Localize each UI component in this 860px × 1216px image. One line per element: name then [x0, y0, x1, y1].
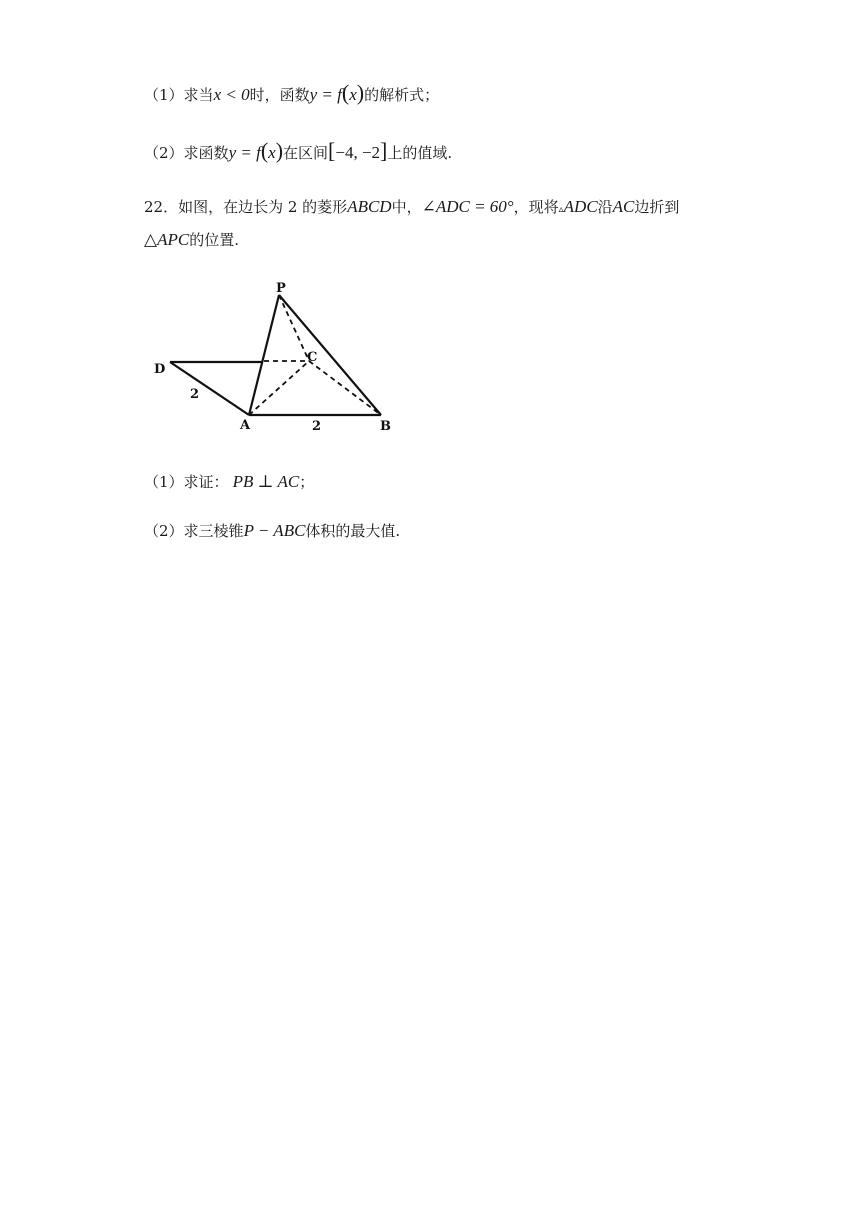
geometry-figure — [150, 276, 400, 441]
q22-statement-line1 — [144, 196, 679, 221]
math-paren: ) — [275, 138, 284, 163]
text: 中， — [391, 198, 422, 216]
text: 上的值域. — [387, 144, 453, 162]
q21-part2 — [144, 140, 452, 164]
label-B: B — [380, 419, 391, 434]
label-side-DA: 2 — [190, 387, 200, 402]
text: 的解析式； — [364, 86, 440, 104]
question-number: 22． — [144, 198, 179, 216]
q22-statement-line2 — [144, 229, 239, 251]
math-paren: ( — [260, 138, 269, 163]
part-number: （2） — [144, 144, 184, 162]
math-function: y = f — [309, 85, 342, 104]
math-interval: −4, −2 — [335, 143, 381, 162]
part-number: （1） — [144, 86, 184, 104]
part-number: （1） — [144, 473, 184, 491]
math-bracket: [ — [328, 138, 336, 163]
text: 沿 — [597, 198, 613, 216]
text: ； — [299, 473, 315, 491]
text: 的位置. — [189, 231, 239, 249]
math-paren: ( — [341, 80, 350, 105]
edge-PB — [279, 295, 381, 415]
math-paren: ) — [356, 80, 365, 105]
text: 时，函数 — [249, 86, 310, 104]
edge-PC-hidden — [279, 295, 309, 361]
math-variable: x — [349, 85, 357, 104]
text: 体积的最大值. — [305, 522, 401, 540]
q22-part1 — [144, 471, 314, 493]
label-P: P — [276, 281, 286, 296]
edge-AC-hidden — [249, 361, 309, 415]
triangle-symbol: △ — [144, 230, 158, 250]
text: ，现将 — [513, 198, 559, 216]
math-bracket: ] — [380, 138, 388, 163]
math-triangle: APC — [157, 230, 190, 249]
text: 求当 — [183, 86, 214, 104]
part-number: （2） — [144, 522, 184, 540]
math-solid: P − ABC — [243, 521, 306, 540]
edge-AP — [249, 295, 279, 415]
math-variable: x — [268, 143, 276, 162]
label-C: C — [307, 350, 318, 365]
text: 求三棱锥 — [183, 522, 244, 540]
text: 求证： — [183, 473, 229, 491]
math-triangle: ADC — [563, 197, 598, 216]
edge-CB-hidden — [309, 361, 381, 415]
text: 求函数 — [183, 144, 229, 162]
label-D: D — [154, 362, 166, 377]
math-statement: PB ⊥ AC — [232, 472, 300, 491]
edge-DA — [170, 362, 249, 415]
math-rhombus: ABCD — [347, 197, 392, 216]
math-edge: AC — [612, 197, 635, 216]
text: 在区间 — [283, 144, 329, 162]
label-side-AB: 2 — [312, 419, 322, 434]
math-function: y = f — [228, 143, 261, 162]
text: 如图，在边长为 2 的菱形 — [178, 198, 348, 216]
q22-part2 — [144, 520, 400, 542]
text: 边折到 — [634, 198, 680, 216]
q21-part1 — [144, 82, 439, 106]
triangle-symbol: ▵ — [558, 204, 564, 215]
label-A: A — [240, 418, 251, 433]
math-condition: x < 0 — [213, 85, 250, 104]
math-angle: ∠ADC = 60° — [421, 197, 514, 216]
